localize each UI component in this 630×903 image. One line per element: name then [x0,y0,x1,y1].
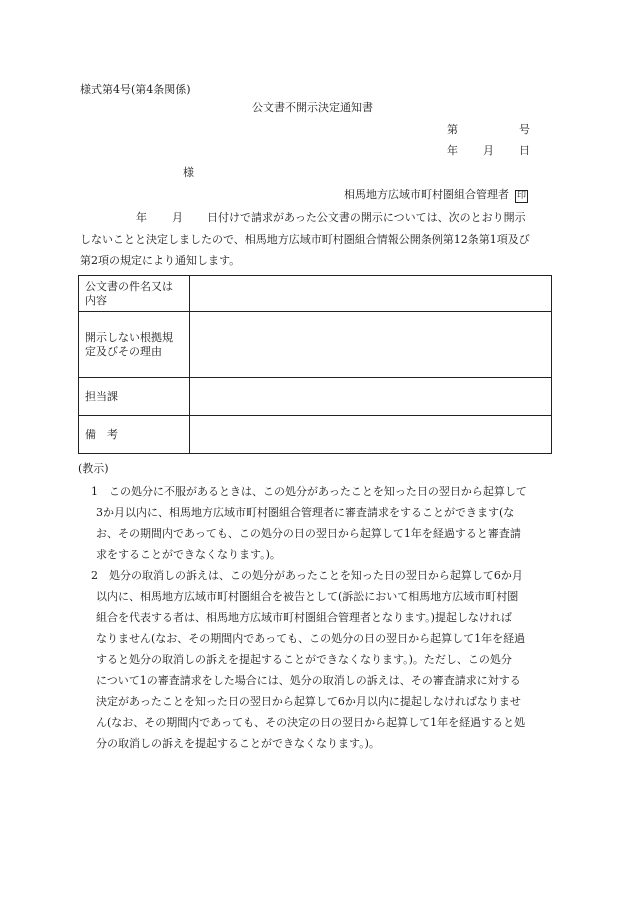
label-department [79,378,190,416]
notice-item-2-line-1: 処分の取消しの訴えは、この処分があったことを知った日の翌日から起算して6か月 [109,569,523,582]
label-remarks [79,416,190,454]
date-month: 月 [483,144,494,157]
issuer-name: 相馬地方広域市町村圏組合管理者 [344,188,509,201]
notice-item-1-line-1: この処分に不服があるときは、この処分があったことを知った日の翌日から起算して [109,485,527,498]
document-title: 公文書不開示決定通知書 [252,101,373,114]
value-remarks[interactable] [190,416,552,454]
form-number: 様式第4号(第4条関係) [80,83,191,96]
notice-item-1-number: 1 [91,485,98,498]
notice-item-1-line-2: 3か月以内に、相馬地方広域市町村圏組合管理者に審査請求をすることができます(な [96,506,515,519]
notice-item-2-line-4: なりません(なお、その期間内であっても、この処分の日の翌日から起算して1年を経過 [96,632,526,645]
notice-item-2-line-9: 分の取消しの訴えを提起することができなくなります。)。 [96,737,380,750]
doc-number-go: 号 [519,123,530,136]
notice-heading: (教示) [78,462,109,475]
label-department-text: 担当課 [85,389,118,403]
issuer-line [344,188,528,203]
seal-mark: 印 [517,191,527,201]
notice-item-1-line-3: お、その期間内であっても、この処分の日の翌日から起算して1年を経過すると審査請 [96,527,521,540]
intro-line-1: 日付けで請求があった公文書の開示については、次のとおり開示 [207,211,526,224]
label-reason-line-1: 開示しない根拠規 [85,330,173,344]
doc-number-dai: 第 [447,123,458,136]
intro-line-2: しないことと決定しましたので、相馬地方広域市町村圏組合情報公開条例第12条第1項及び [80,233,530,246]
intro-line-3: 第2項の規定により通知します。 [80,254,241,267]
notice-item-2-line-5: すると処分の取消しの訴えを提起することができなくなります。)。ただし、この処分 [96,653,512,666]
label-subject-line-1: 公文書の件名又は [85,279,173,293]
table-row-reason [79,312,552,378]
addressee-suffix: 様 [183,166,194,179]
date-day: 日 [519,144,530,157]
notice-item-2-line-8: ん(なお、その期間内であっても、その決定の日の翌日から起算して1年を経過すると処 [96,716,526,729]
value-reason[interactable] [190,312,552,378]
label-remarks-text: 備 考 [85,427,118,441]
value-department[interactable] [190,378,552,416]
disclosure-table [78,275,552,454]
label-reason-line-2: 定及びその理由 [85,344,162,358]
table-row-remarks [79,416,552,454]
notice-item-1-line-4: 求をすることができなくなります。)。 [96,548,281,561]
notice-item-2-line-6: について1の審査請求をした場合には、処分の取消しの訴えは、その審査請求に対する [96,674,521,687]
label-subject [79,276,190,312]
table-row-department [79,378,552,416]
intro-year: 年 [136,211,147,224]
notice-item-2-line-2: 以内に、相馬地方広域市町村圏組合を被告として(訴訟において相馬地方広域市町村圏 [96,590,519,603]
label-reason [79,312,190,378]
date-year: 年 [447,144,458,157]
notice-item-2-line-3: 組合を代表する者は、相馬地方広域市町村圏組合管理者となります。)提起しなければ [96,611,512,624]
notice-item-2-line-7: 決定があったことを知った日の翌日から起算して6か月以内に提起しなければなりませ [96,695,521,708]
table-row-subject [79,276,552,312]
intro-month: 月 [172,211,183,224]
label-subject-line-2: 内容 [85,293,107,307]
value-subject[interactable] [190,276,552,312]
notice-item-2-number: 2 [91,569,98,582]
